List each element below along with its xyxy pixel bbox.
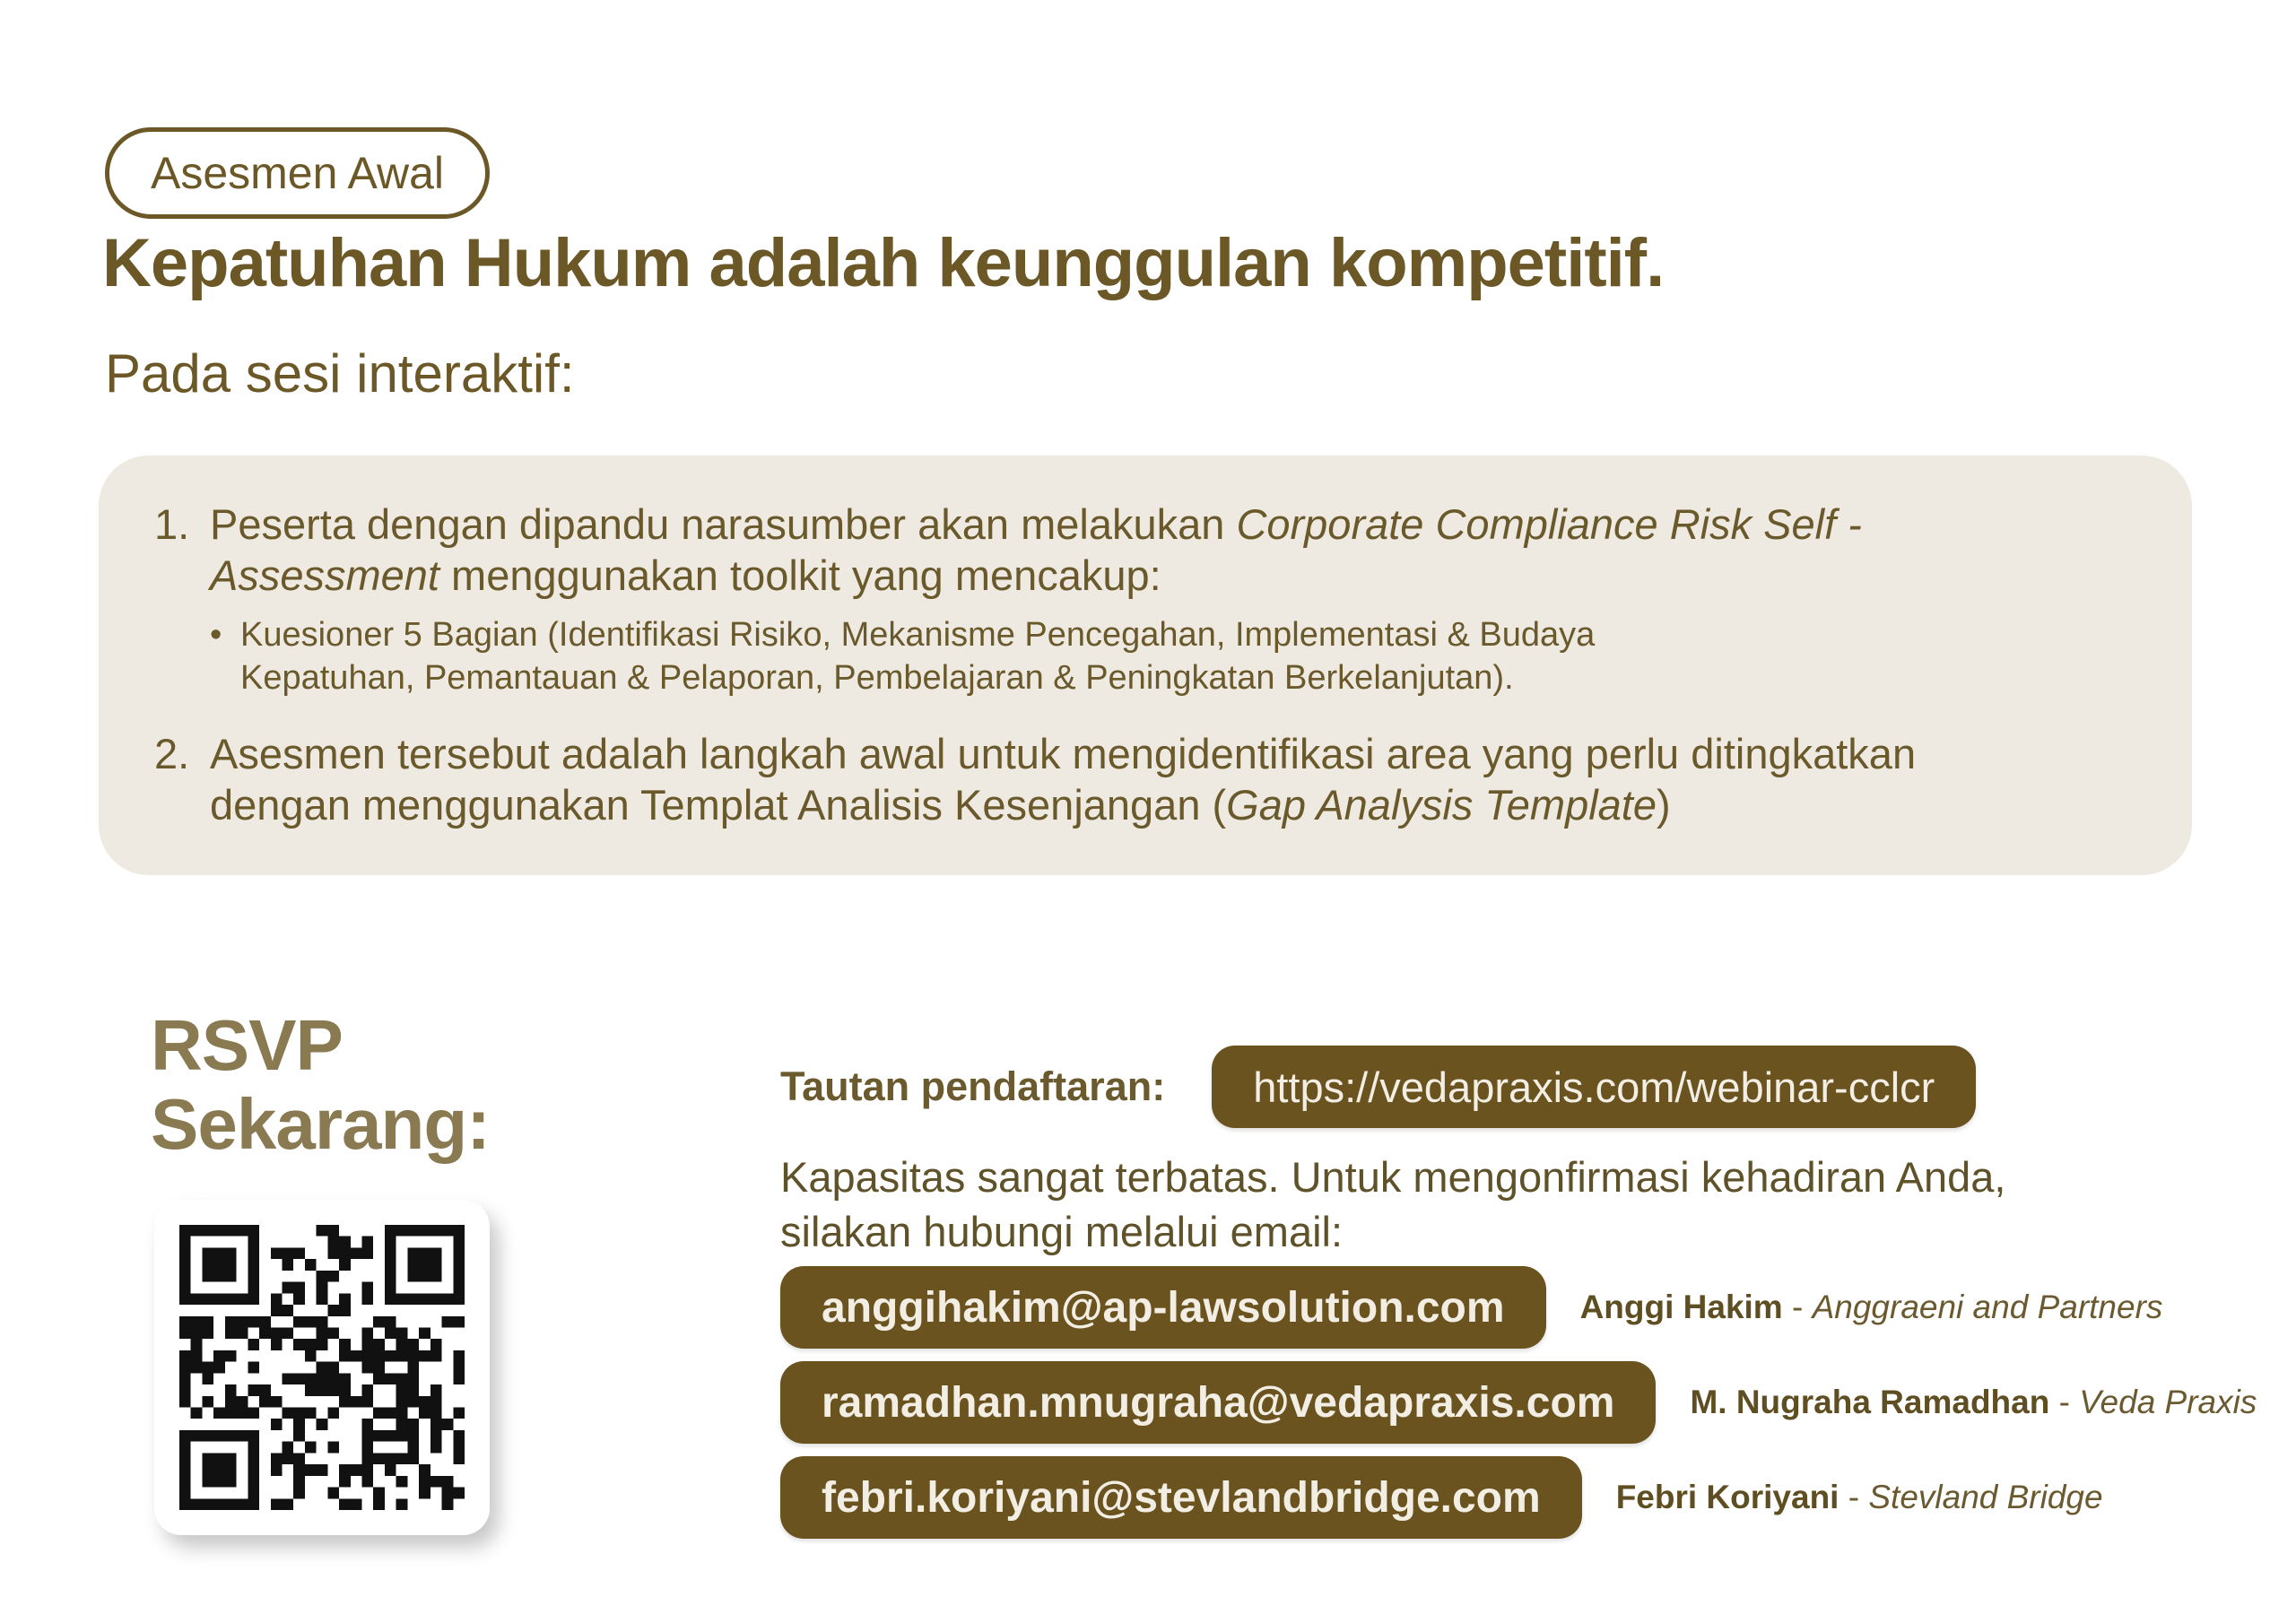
bullet-text — [240, 613, 1595, 699]
item1-text-end: menggunakan toolkit yang mencakup: — [439, 551, 1161, 599]
capacity-note-line-1: Kapasitas sangat terbatas. Untuk mengonfirmasi kehadiran Anda, — [780, 1153, 2006, 1201]
email-button[interactable]: anggihakim@ap-lawsolution.com — [780, 1266, 1546, 1349]
qr-card — [154, 1200, 490, 1535]
email-button[interactable]: ramadhan.mnugraha@vedapraxis.com — [780, 1361, 1656, 1444]
registration-label: Tautan pendaftaran: — [780, 1063, 1166, 1109]
rsvp-heading — [151, 1006, 490, 1164]
rsvp-line-1: RSVP — [151, 1005, 343, 1085]
item1-italic-a: Corporate Compliance Risk Self - — [1236, 500, 1862, 548]
item1-text: Peserta dengan dipandu narasumber akan melakukan — [210, 500, 1237, 548]
contact-label — [1580, 1289, 2163, 1326]
list-number: 2. — [154, 730, 190, 777]
info-box — [99, 456, 2192, 875]
contact-label — [1616, 1479, 2103, 1516]
capacity-note-line-2: silakan hubungi melalui email: — [780, 1208, 1344, 1255]
item2-text: dengan menggunakan Templat Analisis Kesenjangan ( — [210, 781, 1227, 829]
list-item-2 — [154, 728, 2136, 830]
list-item-1 — [154, 499, 2136, 699]
contact-name: Febri Koriyani — [1615, 1479, 1839, 1515]
rsvp-line-2: Sekarang: — [151, 1084, 490, 1164]
bullet-line-2: Kepatuhan, Pemantauan & Pelaporan, Pembelajaran & Peningkatan Berkelanjutan). — [240, 659, 1514, 697]
contact-separator: - — [1848, 1479, 1860, 1515]
item2-close-paren: ) — [1657, 781, 1671, 829]
list-number: 1. — [154, 500, 190, 548]
contact-row — [780, 1456, 2103, 1539]
bullet-item — [210, 613, 2136, 699]
contact-separator: - — [1791, 1289, 1804, 1325]
contact-row — [780, 1266, 2162, 1349]
bullet-line-1: Kuesioner 5 Bagian (Identifikasi Risiko, Mekanisme Pencegahan, Implementasi & Budaya — [240, 616, 1596, 654]
contact-separator: - — [2058, 1384, 2070, 1420]
list-item-body — [210, 728, 2136, 830]
contact-row — [780, 1361, 2257, 1444]
contact-label — [1690, 1384, 2257, 1421]
registration-link-button[interactable]: https://vedapraxis.com/webinar-cclcr — [1212, 1046, 1976, 1128]
bullet-marker: • — [210, 616, 222, 654]
contact-name: M. Nugraha Ramadhan — [1690, 1384, 2050, 1420]
contact-name: Anggi Hakim — [1579, 1289, 1783, 1325]
qr-code — [179, 1225, 465, 1510]
contact-organization: Anggraeni and Partners — [1812, 1289, 2163, 1325]
email-button[interactable]: febri.koriyani@stevlandbridge.com — [780, 1456, 1582, 1539]
contact-organization: Veda Praxis — [2079, 1384, 2257, 1420]
registration-row — [780, 1046, 1976, 1128]
capacity-note — [780, 1150, 2005, 1259]
page-title: Kepatuhan Hukum adalah keunggulan kompetitif. — [102, 225, 1665, 301]
item1-italic-b: Assessment — [210, 551, 439, 599]
item2-line-1: Asesmen tersebut adalah langkah awal untuk mengidentifikasi area yang perlu ditingkatkan — [210, 730, 1917, 777]
badge-asesmen-awal — [105, 127, 490, 219]
item2-italic: Gap Analysis Template — [1226, 781, 1657, 829]
page-subtitle: Pada sesi interaktif: — [105, 343, 575, 404]
badge-label: Asesmen Awal — [151, 148, 445, 198]
contact-organization: Stevland Bridge — [1868, 1479, 2103, 1515]
list-item-body — [210, 499, 2136, 699]
